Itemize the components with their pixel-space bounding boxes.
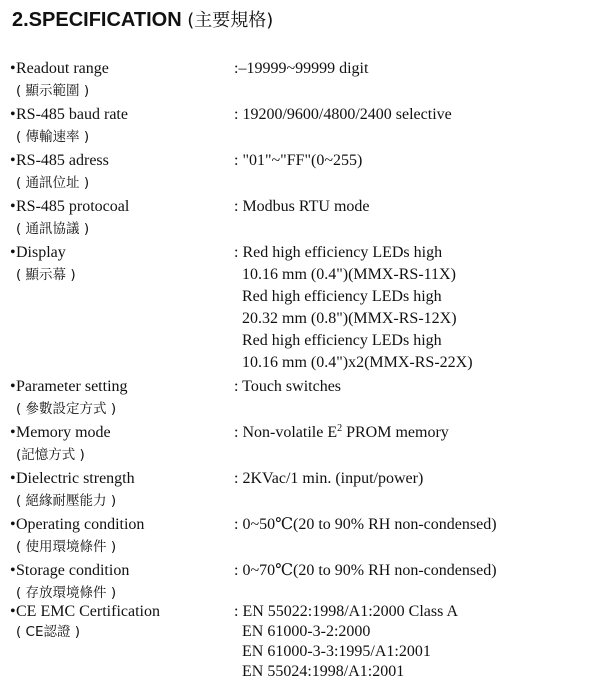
spec-label-en: Memory mode [16,424,111,441]
spec-value-line: : Modbus RTU mode [234,198,370,215]
spec-label: •Dielectric strength ( 絕緣耐壓能力 ) [10,468,135,512]
spec-value-line: : 19200/9600/4800/2400 selective [234,106,452,123]
spec-label-zh: ( 絕緣耐壓能力 ) [16,493,117,509]
spec-value-line: : 0~70℃(20 to 90% RH non-condensed) [234,562,497,579]
spec-value-line: 10.16 mm (0.4")(MMX-RS-11X) [242,266,456,283]
spec-label-zh: ( 參數設定方式 ) [16,401,117,417]
spec-label: •RS-485 protocoal ( 通訊協議 ) [10,196,129,240]
spec-label-en: RS-485 protocoal [16,198,130,215]
spec-value-line: : 2KVac/1 min. (input/power) [234,470,424,487]
spec-value-line: : 0~50℃(20 to 90% RH non-condensed) [234,516,497,533]
spec-label: •CE EMC Certification ( CE認證 ) [10,603,160,640]
spec-label-zh: (記憶方式 ) [16,447,85,463]
spec-value-line: EN 55024:1998/A1:2001 [242,663,405,680]
value-text: PROM memory [342,424,449,441]
spec-value-line: Red high efficiency LEDs high [242,332,442,349]
spec-value-line: EN 61000-3-2:2000 [242,623,371,640]
spec-label: •Storage condition ( 存放環境條件 ) [10,560,129,604]
spec-value-line [234,422,449,444]
spec-value [234,422,449,444]
spec-label-en: Storage condition [16,562,130,579]
title-main: 2.SPECIFICATION [12,9,182,31]
spec-label-zh: ( 傳輸速率 ) [16,129,90,145]
spec-label-en: Parameter setting [16,378,128,395]
spec-value-line: Red high efficiency LEDs high [242,288,442,305]
spec-value [234,150,362,172]
spec-value [234,242,473,374]
spec-value-line: :–19999~99999 digit [234,60,369,77]
spec-value-line: : Touch switches [234,378,342,395]
spec-value [234,560,497,582]
spec-label-zh: ( 使用環境條件 ) [16,539,117,555]
section-title [12,6,273,35]
spec-value [234,104,452,126]
spec-value-line: 20.32 mm (0.8")(MMX-RS-12X) [242,310,457,327]
spec-label: •Operating condition ( 使用環境條件 ) [10,514,144,558]
value-text: : Non-volatile E [234,424,338,441]
spec-label: •Display ( 顯示幕 ) [10,242,76,286]
spec-value-line: : "01"~"FF"(0~255) [234,152,363,169]
title-chinese: (主要規格) [187,10,274,31]
spec-label-en: Readout range [16,60,109,77]
spec-label-zh: ( 通訊協議 ) [16,221,90,237]
spec-label: •RS-485 adress ( 通訊位址 ) [10,150,109,194]
spec-label-zh: ( CE認證 ) [16,624,81,640]
spec-label-en: RS-485 adress [16,152,109,169]
spec-value [234,376,341,398]
spec-label-en: Operating condition [16,516,145,533]
spec-label-en: Dielectric strength [16,470,135,487]
spec-label: •RS-485 baud rate ( 傳輸速率 ) [10,104,128,148]
spec-label-en: CE EMC Certification [16,603,160,620]
spec-label: •Readout range ( 顯示範圍 ) [10,58,109,102]
spec-label-en: Display [16,244,66,261]
spec-value [234,196,369,218]
spec-value [234,58,368,80]
spec-label: •Parameter setting ( 參數設定方式 ) [10,376,128,420]
spec-label-zh: ( 通訊位址 ) [16,175,90,191]
spec-value-line: : EN 55022:1998/A1:2000 Class A [234,603,459,620]
spec-label-zh: ( 顯示範圍 ) [16,83,90,99]
spec-label-en: RS-485 baud rate [16,106,128,123]
spec-value-line: : Red high efficiency LEDs high [234,244,443,261]
spec-value [234,468,423,490]
spec-label-zh: ( 存放環境條件 ) [16,585,117,601]
spec-value-line: EN 61000-3-3:1995/A1:2001 [242,643,431,660]
spec-value [234,602,458,682]
spec-value-line: 10.16 mm (0.4")x2(MMX-RS-22X) [242,354,473,371]
spec-value [234,514,497,536]
spec-label: •Memory mode (記憶方式 ) [10,422,111,466]
superscript: 2 [337,423,343,434]
spec-label-zh: ( 顯示幕 ) [16,267,76,283]
